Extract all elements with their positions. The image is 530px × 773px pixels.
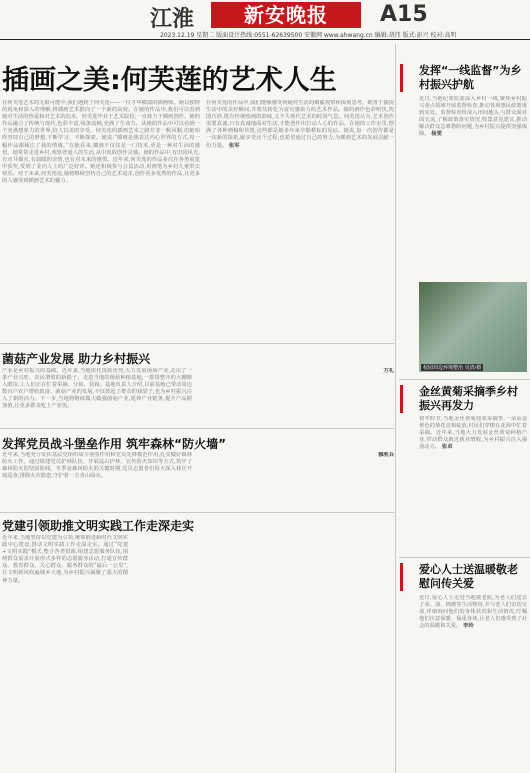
divider — [0, 428, 394, 429]
sidebar-story1-body — [419, 96, 527, 278]
sidebar-accent-bar — [400, 385, 403, 413]
masthead — [0, 0, 530, 40]
article3-body-left: 近年来,当地充分发挥基层党组织战斗堡垒作用和党员先锋模范作用,扎实做好森林防火工作。通过组建党员护林队伍、开展巡山护林、宣传防火知识等方式,筑牢了森林防火的坚固防线。冬季是森林防火的关键时期,党员志愿者们每天深入林区开展巡查,排除火灾隐患,守护着一方青山绿水。 — [2, 452, 192, 480]
sidebar-story1-text: 近日,当地纪委监委深入乡村一线,聚焦乡村振兴重点领域开展监督检查,推动各项惠民政策落到实处。监督检查组深入田间地头,与群众面对面交流,了解政策落实情况,收集意见建议,推动解决群众急难愁盼问题,为乡村振兴提供坚强保障。 — [419, 96, 527, 138]
sidebar-story2-byline: 张卓 — [441, 444, 453, 451]
sidebar-story3-headline: 爱心人士送温暖敬老慰问传关爱 — [419, 563, 518, 590]
sidebar-story2-body — [419, 416, 527, 552]
article2-byline: 方礼 — [383, 368, 394, 374]
sidebar-story3-body — [419, 595, 527, 770]
divider — [399, 557, 530, 558]
photo-caption: 校园周边环境整治 吴清/摄 — [423, 365, 482, 371]
main-headline: 插画之美:何芙莲的艺术人生 — [2, 65, 337, 96]
masthead-rule — [0, 39, 530, 40]
sidebar-story1-byline: 杨雯 — [431, 131, 442, 138]
sidebar-story1-headline: 发挥“一线监督”为乡村振兴护航 — [419, 64, 522, 91]
sidebar-divider — [395, 44, 396, 773]
article2-body-left: 产业是乡村振兴的基础。近年来,当地依托资源优势,大力发展菌菇产业,走出了一条产业兴旺、农民增收的新路子。走进当地的菌菇种植基地,一排排整齐的大棚映入眼帘,工人们正在忙着采摘、分拣、装箱。基地负责人介绍,目前基地已带动周边数百户农户增收致富。菌菇产业的发展,不仅鼓起了群众的钱袋子,也为乡村振兴注入了新的活力。下一步,当地将继续做大做强菌菇产业,延伸产业链条,提升产品附加值,让更多群众吃上产业饭。 — [2, 368, 192, 410]
divider — [0, 343, 394, 344]
sidebar-story3-text: 近日,爱心人士走进当地敬老院,为老人们送去了米、油、棉被等生活物资,并与老人们亲切交谈,详细询问他们的身体状况和生活情况,叮嘱他们注意保暖、保重身体,让老人们感受到了社会的温暖和关爱。 — [419, 595, 527, 630]
article4-body-col3 — [266, 535, 394, 771]
main-article-byline: 张军 — [228, 142, 240, 149]
sidebar-story2-headline: 金丝黄菊采摘季乡村振兴再发力 — [419, 385, 518, 412]
sidebar-story2-text: 初冬时节,当地金丝黄菊迎来采摘季,一朵朵金黄色的菊花竞相绽放,村民们穿梭在花海中忙着采摘。近年来,当地大力发展金丝黄菊种植产业,带动群众就近就业增收,为乡村振兴注入强劲动力。 — [419, 416, 527, 451]
article4-headline: 党建引领助推文明实践工作走深走实 — [2, 519, 195, 533]
article3-body-right — [198, 452, 394, 507]
sidebar — [397, 44, 530, 773]
sidebar-story3-byline: 李玲 — [463, 623, 474, 630]
divider — [0, 512, 394, 513]
sidebar-photo — [419, 282, 527, 372]
sidebar-accent-bar — [400, 64, 403, 92]
main-article-body-left: 在何芙莲艺术的无限可能中,我们遇到了何芙莲——一位才华横溢的插画师。她以独特的视角和深入的理解,将插画艺术推向了一个新的高度。在她的作品中,我们可以看到她对生活的热爱和对艺术的追求。何芙莲毕业于艺术院校,一直致力于插画创作。她的作品融合了传统与现代,色彩丰富,线条流畅,充满了生命力。从她的作品中可以看到一个充满想象力的世界,给人以美的享受。何芙莲的插画艺术之路并非一帆风顺,但她始终坚持自己的梦想,不断学习、不断探索。她说:“插画是我表达内心世界的方式,每一幅作品都倾注了我的情感。”在她看来,插画不仅仅是一门技术,更是一种对生活的感悟。她常常走进乡村,观察普通人的生活,从中汲取创作灵感。她的作品中,有田园风光,有市井烟火,有温暖的亲情,也有对未来的憧憬。近年来,何芙莲的作品多次在各类展览中获奖,受到了业内人士的广泛好评。她还积极参与公益活动,用画笔为乡村儿童带去快乐。对于未来,何芙莲说,她将继续坚持自己的艺术追求,创作更多优秀的作品,让更多的人感受到插画艺术的魅力。 — [2, 100, 200, 185]
article2-headline: 菌菇产业发展 助力乡村振兴 — [2, 352, 151, 366]
sidebar-accent-bar — [400, 563, 403, 591]
article4-body-col1: 近年来,当地坚持以党建为引领,统筹推进新时代文明实践中心建设,推动文明实践工作走深走实。通过“党建+文明实践”模式,整合各类资源,组建志愿服务队伍,围绕群众需求开展形式多样的志愿服务活动,打通宣传群众、教育群众、关心群众、服务群众的“最后一公里”,让文明新风吹遍城乡大地,为乡村振兴凝聚了强大的精神力量。 — [2, 535, 128, 584]
issue-info-line: 2023.12.19 星期二 版面设计热线:0551-62639500 安徽网 www.ahwang.cn 编辑:胡伟 版式:彭兴 校对:高明 — [160, 32, 457, 39]
region-title: 江淮 — [150, 6, 195, 32]
page-number: A15 — [380, 2, 428, 27]
divider — [399, 379, 530, 380]
article2-body-right — [198, 368, 394, 422]
article3-byline: 穆胜兵 — [378, 452, 394, 458]
main-article-body-right-text: 在何芙莲的作品中,我们能够感受到她对生活的细腻观察和深刻思考。她善于捕捉生活中的美好瞬间,并将其转化为富有感染力的艺术作品。她的画作色彩明快,构图巧妙,既有传统绘画的韵味,又不失现代艺术的时尚气息。何芙莲认为,艺术创作需要真诚,只有真诚地面对生活,才能创作出打动人心的作品。在她的工作室里,摆满了各种画稿和草图,这些都是她多年来辛勤耕耘的见证。她说,每一次创作都是一次新的探索,她享受这个过程,也希望通过自己的努力,为插画艺术的发展贡献一份力量。 — [206, 100, 394, 149]
newspaper-logo: 新安晚报 — [211, 2, 361, 28]
article3-headline: 发挥党员战斗堡垒作用 筑牢森林“防火墙” — [2, 437, 226, 451]
main-article-body-right — [206, 100, 394, 340]
article4-body-col2 — [133, 535, 261, 771]
